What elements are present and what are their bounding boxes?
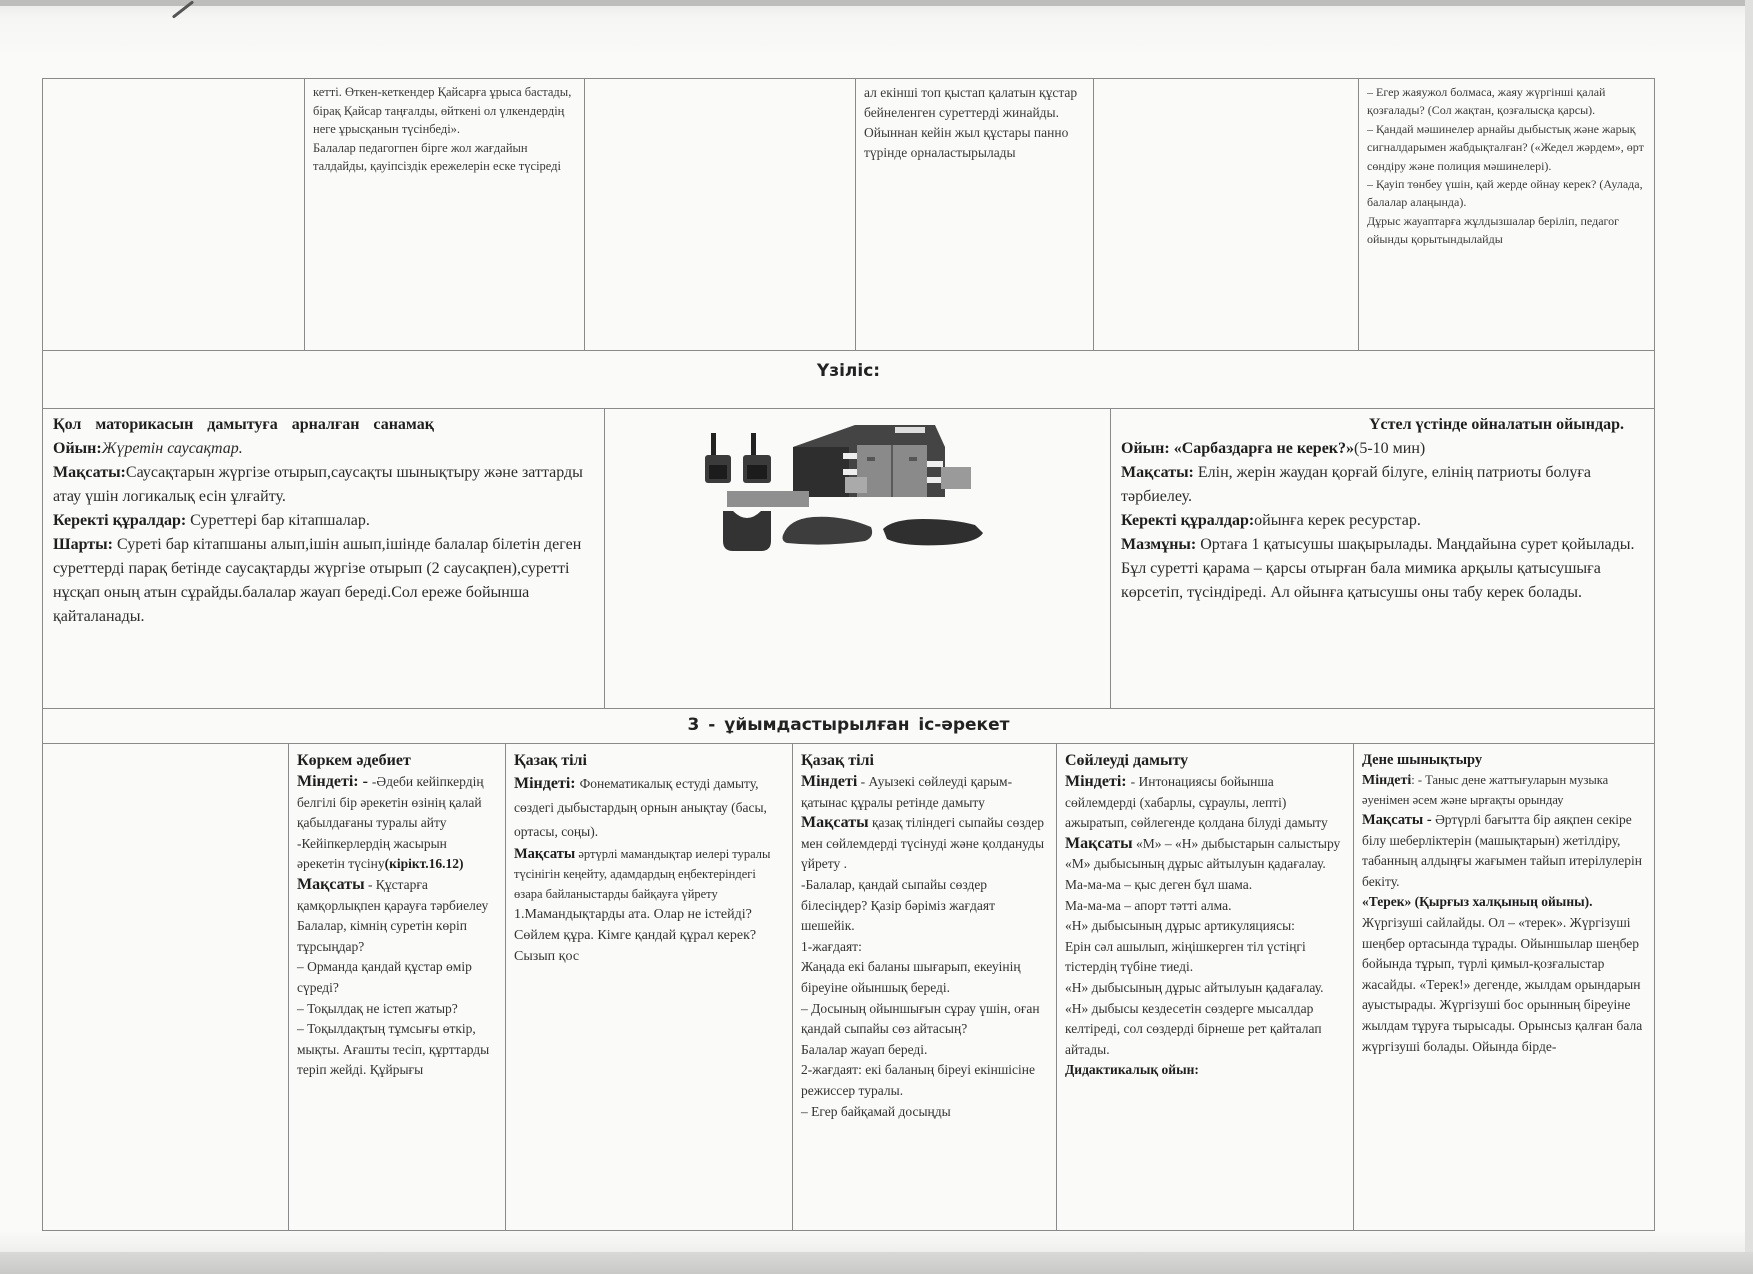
row3-col3-cell — [505, 743, 793, 1231]
toy-vehicles-garage-illustration — [705, 417, 995, 557]
row1-col4-cell — [855, 78, 1094, 351]
body-text: 1.Мамандықтарды ата. Олар не істейді? Сөйлем құра. Кімге қандай құрал керек? Сызып қос — [514, 907, 757, 964]
goal-label: Мақсаты — [514, 846, 576, 862]
pause-row — [42, 350, 1655, 409]
row2-left-cell — [42, 408, 605, 709]
row1-col3-cell — [584, 78, 856, 351]
rules-text: Суреті бар кітапшаны алып,ішін ашып,ішінде балалар білетін деген суреттерді парақ бетінде саусақтарды жүргізе отырып (2 саусақпен),суретті нұсқап оның атын сұрайды.балалар жауап береді.Сол ереже бойынша қайталанады. — [53, 536, 582, 625]
row1-col2-cell — [304, 78, 585, 351]
task-label: Міндеті: — [1065, 773, 1131, 790]
scan-right-edge — [1745, 0, 1753, 1274]
task-text: -Әдеби кейіпкердің белгілі бір әрекетін өзінің қалай қабылдағаны туралы айту -Кейіпкерлердің жасырын әрекетін түсіну — [297, 774, 484, 872]
row3-col6-cell — [1353, 743, 1655, 1231]
didactic-game-label: Дидактикалық ойын: — [1065, 1062, 1199, 1078]
row2-image-cell — [604, 408, 1111, 709]
game-name: «Сарбаздарға не керек?» — [1169, 440, 1355, 457]
goal-label: Мақсаты - — [1362, 812, 1432, 828]
subject-title: Дене шынықтыру — [1362, 752, 1483, 768]
goal-label: Мақсаты — [801, 814, 869, 832]
subject-title: Қазақ тілі — [514, 752, 587, 769]
goal-label: Мақсаты — [1065, 834, 1133, 852]
goal-text: «М» – «Н» дыбыстарын салыстыру «М» дыбысының дұрыс айтылуын қадағалау. Ма-ма-ма – қыс деген бұл шама. Ма-ма-ма – апорт тәтті алма. «Н» дыбысының дұрыс артикуляциясы: Ерін сәл ашылып, жіңішкерген тіл үстіңгі тістердің түбіне тиеді. «Н» дыбысының дұрыс айтылуын қадағалау. «Н» дыбысы кездесетін сөздерге мысалдар келтіреді, сол сөздерді бірнеше рет қайталап айтады. — [1065, 835, 1341, 1057]
row1-col1-cell — [42, 78, 305, 351]
section3-title: 3 - ұйымдастырылған іс-әрекет — [687, 715, 1010, 735]
tools-label: Керекті құралдар: — [53, 512, 187, 529]
row3-col2-cell — [288, 743, 506, 1231]
game-label: Ойын: — [53, 440, 102, 457]
walkie-talkie-icon — [705, 433, 731, 483]
goal-label: Мақсаты — [297, 875, 365, 893]
game-title: «Терек» (Қырғыз халқының ойыны). — [1362, 894, 1593, 910]
row3-col1-cell — [42, 743, 289, 1231]
tabletop-games-heading: Үстел үстінде ойналатын ойындар. — [1368, 416, 1624, 433]
toy-bag-icon — [723, 511, 771, 551]
goal-text: Елін, жерін жаудан қорғай білуге, елінің патриоты болуға тәрбиелеу. — [1121, 464, 1591, 505]
body-text: Жүргізуші сайлайды. Ол – «терек». Жүргізуші шеңбер ортасында тұрады. Ойыншылар шеңбер бойында тұрып, түрлі қимыл-қозғалыстар жасайды. «Терек!» дегенде, жылдам орындарын ауыстырады. Жүргізуші бос орынның біреуіне жылдам тұруға тырысады. Орынсыз қалған бала жүргізуші болады. Ойында бірде- — [1362, 914, 1643, 1054]
toy-car-icon — [783, 517, 873, 545]
task-text: - Ауызекі сөйлеуді қарым-қатынас құралы ретінде дамыту — [801, 774, 1013, 810]
finger-game-heading: Қол маторикасын дамытуға арналған санамақ — [53, 416, 434, 433]
tools-text: ойынға керек ресурстар. — [1254, 512, 1421, 529]
task-label: Міндеті — [801, 773, 858, 790]
garage-icon — [793, 425, 971, 497]
task-text: - Интонациясы бойынша сөйлемдерді (хабарлы, сұраулы, лепті) ажыратып, сөйлегенде қолдана білуді дамыту — [1065, 774, 1328, 831]
pause-title: Үзіліс: — [816, 361, 881, 381]
content-text: Ортаға 1 қатысушы шақырылады. Маңдайына сурет қойылады. Бұл суретті қарама – қарсы отырған бала мимика арқылы қатысушыға көрсетіп, түсіндіреді. Ал ойынға қатысушы оны табу керек болады. — [1121, 536, 1635, 601]
row1-col6-cell — [1358, 78, 1655, 351]
body-text: Балалар, кімнің суретін көріп тұрсыңдар? – Орманда қандай құстар өмір сүреді? – Тоқылдақ не істеп жатыр? – Тоқылдақтың тұмсығы өткір, мықты. Ағашты тесіп, құрттарды теріп жейді. Құйрығы — [297, 918, 490, 1078]
task-ref: (кірікт.16.12) — [384, 856, 464, 872]
subject-title: Көркем әдебиет — [297, 752, 411, 769]
goal-text: Саусақтарын жүргізе отырып,саусақты шынықтыру және заттарды атау үшін логикалық есін ұлғайту. — [53, 464, 583, 505]
goal-text: - Құстарға қамқорлықпен қарауға тәрбиелеу — [297, 876, 489, 913]
task-label: Міндеті — [1362, 773, 1412, 788]
toy-car-icon — [883, 519, 983, 545]
task-label: Міндеті: - — [297, 773, 372, 790]
task-text: Фонематикалық естуді дамыту, сөздегі дыбыстардың орнын анықтау (басы, ортасы, соңы). — [514, 776, 767, 839]
rules-label: Шарты: — [53, 536, 113, 553]
row2-right-cell — [1110, 408, 1655, 709]
subject-title: Сөйлеуді дамыту — [1065, 752, 1189, 769]
row1-col4-text: ал екінші топ қыстап қалатын құстар бейнеленген суреттерді жинайды. Ойыннан кейін жыл құстары панно түрінде орналастырылады — [864, 85, 1078, 160]
goal-text: Әртүрлі бағытта бір аяқпен секіре білу шеберліктерін (машықтарын) жетілдіру, табанның алдыңғы жағымен тайып итерілулерін бекіту. — [1362, 812, 1643, 889]
game-label: Ойын: — [1121, 440, 1170, 457]
toy-bench-icon — [727, 491, 809, 507]
task-text: : - Таныс дене жаттығуларын музыка әуенімен әсем және ырғақты орындау — [1362, 773, 1609, 807]
scan-top-edge — [0, 0, 1753, 6]
content-label: Мазмұны: — [1121, 536, 1197, 553]
goal-text: қазақ тіліндегі сыпайы сөздер мен сөйлемдерді түсінуді және қолдануды үйрету . — [801, 815, 1045, 872]
task-label: Міндеті: — [514, 775, 580, 792]
body-text: -Балалар, қандай сыпайы сөздер білесіңдер? Қазір бәріміз жағдаят шешейік. 1-жағдаят: Жаңада екі баланы шығарып, екеуінің біреуіне ойыншық береді. – Досының ойыншығын сұрау үшін, оған қандай сыпайы сөз айтасың? Балалар жауап береді. 2-жағдаят: екі баланың біреуі екіншісіне режиссер туралы. – Егер байқамай досыңды — [801, 876, 1040, 1119]
row3-col5-cell — [1056, 743, 1354, 1231]
tools-text: Суреттері бар кітапшалар. — [186, 512, 370, 529]
goal-label: Мақсаты: — [53, 464, 126, 481]
section3-header-row — [42, 708, 1655, 744]
row1-col5-cell — [1093, 78, 1359, 351]
row1-col6-text: – Егер жаяужол болмаса, жаяу жүргінші қалай қозғалады? (Сол жақтан, қозғалысқа қарсы). – Қандай мәшинелер арнайы дыбыстық және жарық сигналдарымен жабдықталған? («Жедел жәрдем», өрт сөндіру және полиция мәшинелері). – Қауіп төнбеу үшін, қай жерде ойнау керек? (Аулада, балалар алаңында). Дұрыс жауаптарға жұлдызшалар беріліп, педагог ойынды қорытындылайды — [1367, 85, 1644, 247]
tools-label: Керекті құралдар: — [1121, 512, 1255, 529]
subject-title: Қазақ тілі — [801, 752, 874, 769]
row3-col4-cell — [792, 743, 1057, 1231]
goal-text: әртүрлі мамандықтар иелері туралы түсінігін кеңейту, адамдардың еңбектеріндегі өзара байланыстарды байқауға үйрету — [514, 847, 771, 901]
row1-col2-text: кетті. Өткен-кеткендер Қайсарға ұрыса бастады, бірақ Қайсар таңғалды, өйткені ол үлкендердің неге ұрысқанын түсінбеді». Балалар педагогпен бірге жол жағдайын талдайды, қауіпсіздік ережелерін еске түсіреді — [313, 85, 572, 173]
goal-label: Мақсаты: — [1121, 464, 1194, 481]
walkie-talkie-icon — [743, 433, 771, 483]
scan-bottom-edge — [0, 1252, 1753, 1274]
game-time: (5-10 мин) — [1354, 440, 1426, 457]
game-name: Жүретін саусақтар. — [101, 440, 243, 457]
